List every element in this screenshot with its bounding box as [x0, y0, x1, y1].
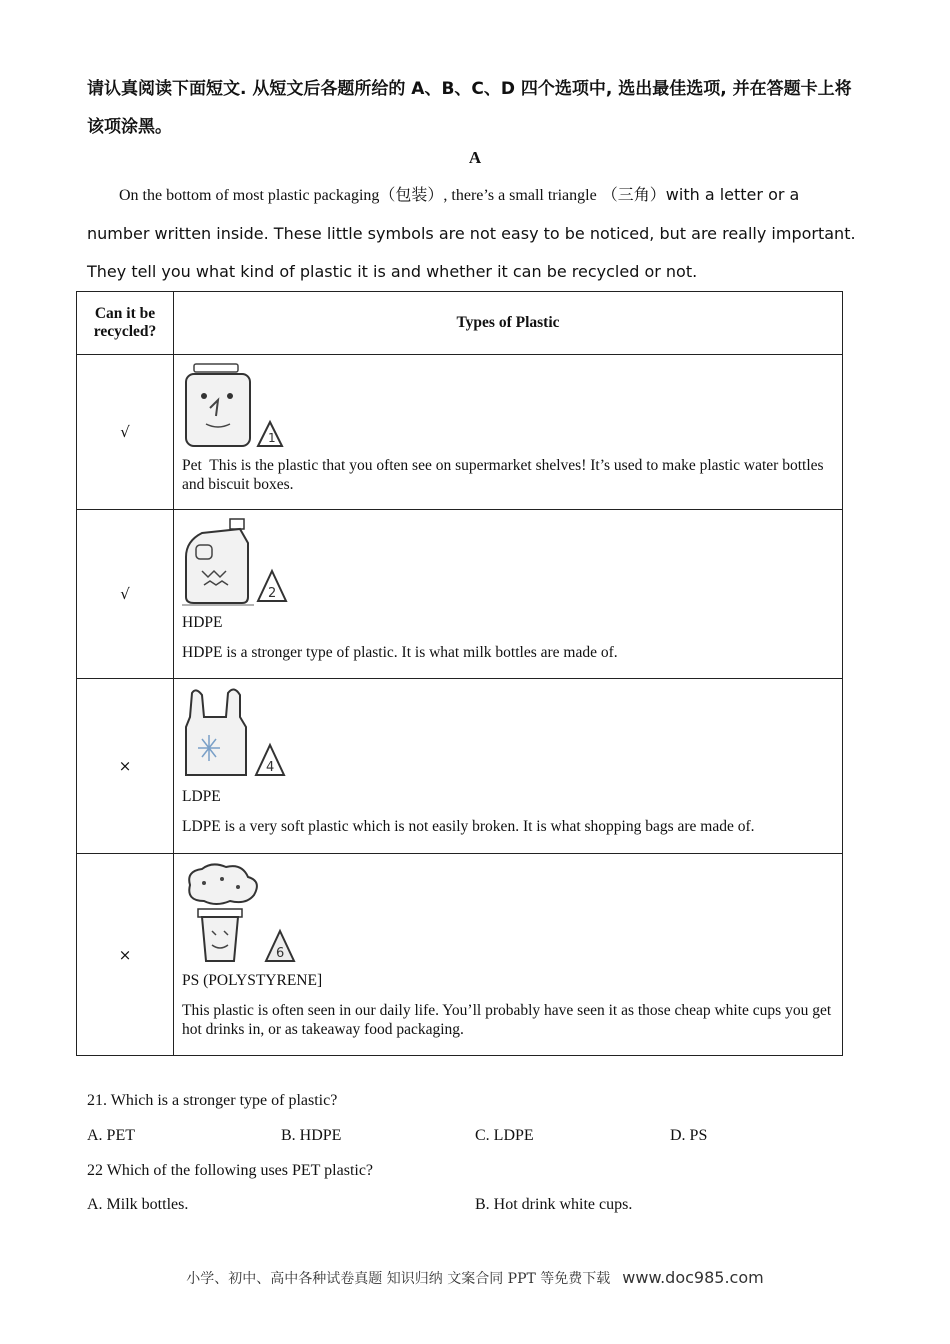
intro-part1: On the bottom of most plastic packaging [119, 187, 380, 204]
intro-paragraph [87, 176, 857, 291]
recyclable-mark: × [77, 679, 174, 854]
recyclable-mark: √ [77, 510, 174, 679]
intro-part4: （三角）with a letter or a number written inside. These little symbols are not easy to be noticed, but are really important. They tell you what kind of plastic it is and whether it can be recycled or not. [87, 185, 856, 281]
shopping-bag-icon [182, 687, 292, 781]
table-row [77, 679, 843, 854]
header-types: Types of Plastic [174, 292, 843, 355]
question-stem: 22 Which of the following uses PET plastic? [87, 1162, 374, 1179]
plastic-cell [174, 355, 843, 510]
plastic-description: This plastic is often seen in our daily life. You’ll probably have seen it as those cheap white cups you get hot drinks in, or as takeaway food packaging. [182, 1001, 832, 1038]
header-recycled: Can it be recycled? [77, 292, 174, 355]
plastic-name: Pet [182, 457, 202, 474]
section-letter: A [468, 148, 482, 167]
foam-cup-icon [182, 861, 302, 965]
plastic-cell [174, 854, 843, 1056]
question-stem: 21. Which is a stronger type of plastic? [87, 1092, 338, 1109]
option-c[interactable]: C. LDPE [475, 1127, 534, 1144]
table-header-row [77, 292, 843, 355]
footer [0, 1268, 950, 1288]
plastic-types-table [76, 291, 843, 1056]
plastic-cell [174, 510, 843, 679]
plastic-name: PS (POLYSTYRENE] [182, 971, 323, 989]
recycle-number: 6 [276, 945, 285, 961]
table-row [77, 510, 843, 679]
milk-jug-icon [182, 517, 292, 607]
jar-icon [182, 360, 292, 452]
recycle-number: 1 [268, 431, 276, 445]
plastic-name: LDPE [182, 787, 221, 805]
footer-text: 小学、初中、高中各种试卷真题 知识归纳 文案合同 PPT 等免费下载 [186, 1271, 611, 1287]
recyclable-mark: √ [77, 355, 174, 510]
intro-part3: , there’s a small triangle [443, 187, 597, 204]
table-row [77, 854, 843, 1056]
plastic-description: LDPE is a very soft plastic which is not easily broken. It is what shopping bags are made of. [182, 817, 755, 835]
table-row [77, 355, 843, 510]
footer-site-link[interactable]: www.doc985.com [622, 1268, 764, 1287]
plastic-description: HDPE is a stronger type of plastic. It is what milk bottles are made of. [182, 643, 618, 661]
option-a[interactable]: A. PET [87, 1127, 135, 1144]
option-a[interactable]: A. Milk bottles. [87, 1196, 189, 1213]
option-d[interactable]: D. PS [670, 1127, 708, 1144]
option-b[interactable]: B. HDPE [281, 1127, 342, 1144]
plastic-name: HDPE [182, 613, 223, 631]
recycle-number: 2 [268, 585, 277, 601]
recycle-number: 4 [266, 759, 275, 775]
plastic-cell [174, 679, 843, 854]
recyclable-mark: × [77, 854, 174, 1056]
option-b[interactable]: B. Hot drink white cups. [475, 1196, 633, 1213]
instructions: 请认真阅读下面短文. 从短文后各题所给的 A、B、C、D 四个选项中, 选出最佳选项, 并在答题卡上将该项涂黑。 [87, 79, 852, 137]
plastic-description: Pet This is the plastic that you often see on supermarket shelves! It’s used to make plastic water bottles and biscuit boxes. [182, 457, 824, 493]
intro-part2: （包装） [379, 185, 444, 204]
